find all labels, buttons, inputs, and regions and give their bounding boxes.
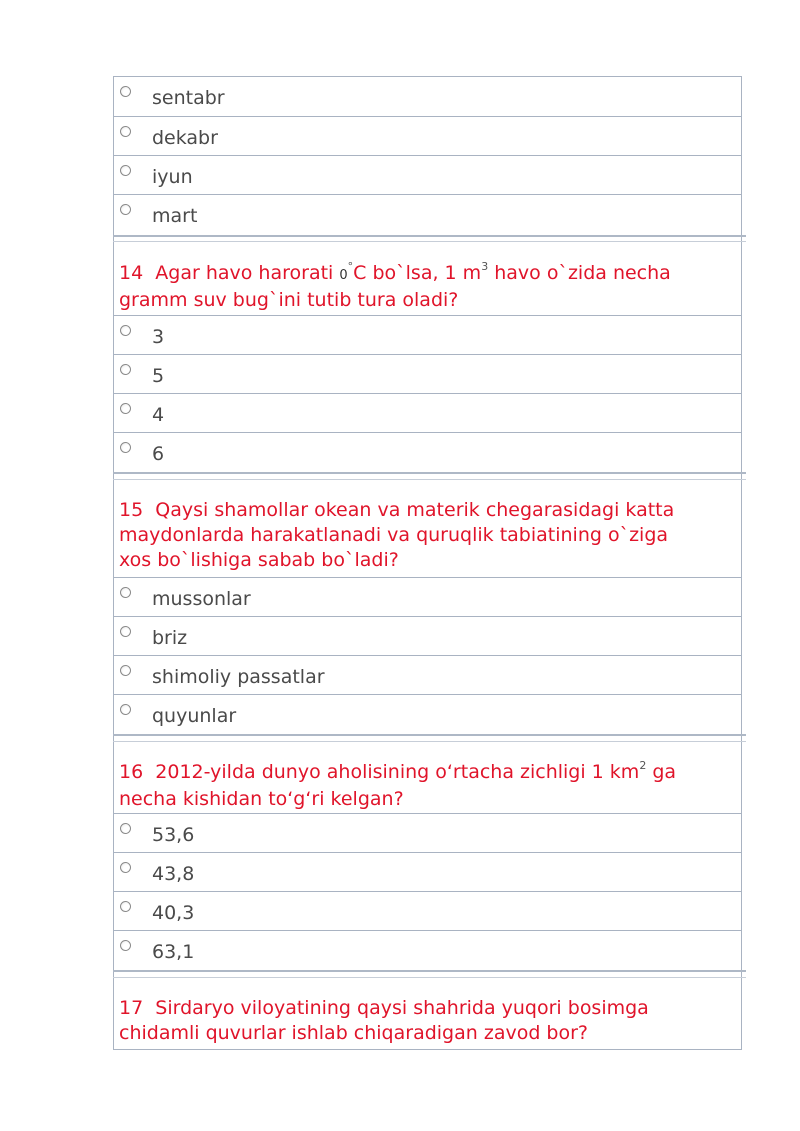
- radio-button[interactable]: [120, 204, 131, 215]
- question-text: Sirdaryo viloyatining qaysi shahrida yuqori bosimga: [155, 997, 649, 1019]
- question-text: necha kishidan to‘g‘ri kelgan?: [119, 788, 404, 810]
- question-text: Qaysi shamollar okean va materik chegarasidagi katta: [155, 499, 675, 521]
- q14-option-1[interactable]: [113, 315, 742, 354]
- q13-option-4[interactable]: [113, 194, 742, 233]
- superscript: 2: [639, 759, 647, 772]
- question-number: 15: [119, 499, 144, 521]
- q13-option-2[interactable]: [113, 116, 742, 155]
- q16-option-2[interactable]: [113, 852, 742, 891]
- radio-button[interactable]: [120, 403, 131, 414]
- radio-button[interactable]: [120, 587, 131, 598]
- radio-button[interactable]: [120, 823, 131, 834]
- question-number: 17: [119, 997, 144, 1019]
- radio-button[interactable]: [120, 86, 131, 97]
- option-label: shimoliy passatlar: [152, 666, 325, 688]
- option-label: sentabr: [152, 87, 225, 109]
- question-separator: [113, 734, 746, 736]
- degree-symbol: °: [347, 260, 354, 273]
- radio-button[interactable]: [120, 325, 131, 336]
- question-text: xos bo`lishiga sabab bo`ladi?: [119, 549, 399, 571]
- option-label: iyun: [152, 166, 193, 188]
- q15-option-3[interactable]: [113, 655, 742, 694]
- radio-button[interactable]: [120, 940, 131, 951]
- question-separator: [113, 235, 746, 237]
- question-17: [119, 996, 734, 1046]
- radio-button[interactable]: [120, 862, 131, 873]
- question-separator-thin: [113, 977, 746, 978]
- option-label: 5: [152, 365, 165, 387]
- question-16: [119, 760, 734, 812]
- option-label: 53,6: [152, 824, 195, 846]
- question-text: Agar havo harorati: [155, 262, 334, 284]
- q14-option-2[interactable]: [113, 354, 742, 393]
- question-number: 16: [119, 761, 144, 783]
- question-text: chidamli quvurlar ishlab chiqaradigan zavod bor?: [119, 1022, 589, 1044]
- question-separator-thin: [113, 241, 746, 242]
- question-text: maydonlarda harakatlanadi va quruqlik tabiatining o`ziga: [119, 524, 669, 546]
- q13-option-1[interactable]: [113, 77, 742, 116]
- option-label: mart: [152, 205, 198, 227]
- question-separator: [113, 970, 746, 972]
- q14-option-4[interactable]: [113, 432, 742, 471]
- question-separator: [113, 472, 746, 474]
- option-label: briz: [152, 627, 188, 649]
- radio-button[interactable]: [120, 704, 131, 715]
- q15-option-2[interactable]: [113, 616, 742, 655]
- radio-button[interactable]: [120, 126, 131, 137]
- question-separator-thin: [113, 741, 746, 742]
- q16-option-4[interactable]: [113, 930, 742, 969]
- radio-button[interactable]: [120, 364, 131, 375]
- radio-button[interactable]: [120, 442, 131, 453]
- option-label: 3: [152, 326, 165, 348]
- option-label: 63,1: [152, 941, 195, 963]
- q15-option-4[interactable]: [113, 694, 742, 733]
- question-text: gramm suv bug`ini tutib tura oladi?: [119, 289, 459, 311]
- q16-option-1[interactable]: [113, 813, 742, 852]
- option-label: 43,8: [152, 863, 195, 885]
- q16-option-3[interactable]: [113, 891, 742, 930]
- zero-symbol: 0: [339, 268, 348, 283]
- question-text: ga: [652, 761, 677, 783]
- q13-option-3[interactable]: [113, 155, 742, 194]
- option-label: 40,3: [152, 902, 195, 924]
- superscript: 3: [481, 260, 489, 273]
- option-label: quyunlar: [152, 705, 237, 727]
- question-separator-thin: [113, 479, 746, 480]
- question-14: [119, 261, 734, 313]
- radio-button[interactable]: [120, 901, 131, 912]
- radio-button[interactable]: [120, 165, 131, 176]
- q15-option-1[interactable]: [113, 577, 742, 616]
- question-text: C bo`lsa, 1 m: [353, 262, 482, 284]
- radio-button[interactable]: [120, 626, 131, 637]
- option-label: mussonlar: [152, 588, 251, 610]
- question-text: 2012-yilda dunyo aholisining o‘rtacha zichligi 1 km: [155, 761, 640, 783]
- question-text: havo o`zida necha: [494, 262, 671, 284]
- option-label: 4: [152, 404, 165, 426]
- q14-option-3[interactable]: [113, 393, 742, 432]
- option-label: dekabr: [152, 127, 218, 149]
- option-label: 6: [152, 443, 165, 465]
- question-15: [119, 498, 734, 573]
- question-number: 14: [119, 262, 144, 284]
- radio-button[interactable]: [120, 665, 131, 676]
